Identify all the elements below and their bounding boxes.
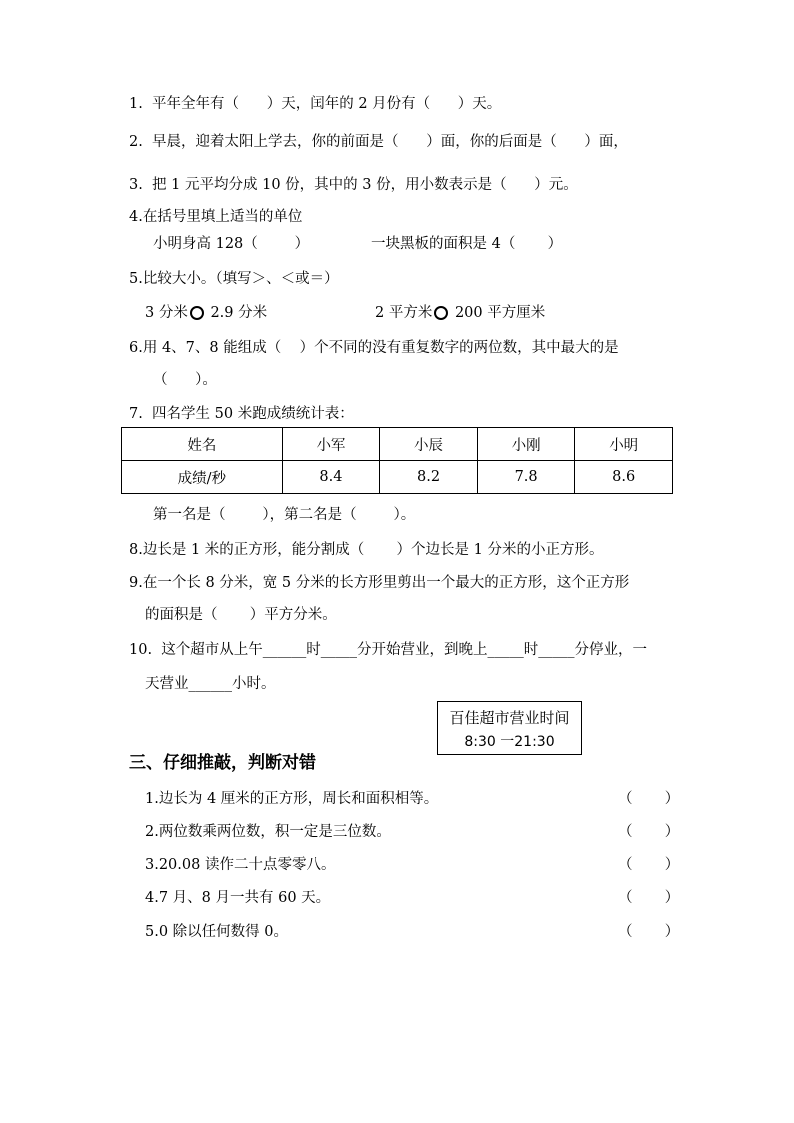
compare-circle[interactable] xyxy=(434,306,448,320)
question-9-continued: 的面积是（ ）平方分米。 xyxy=(145,607,337,623)
question-2: 2. 早晨，迎着太阳上学去，你的前面是（ ）面，你的后面是（ ）面， xyxy=(129,134,628,150)
sign-title: 百佳超市营业时间 xyxy=(449,709,570,727)
question-6: 6.用 4、7、8 能组成（ ）个不同的没有重复数字的两位数，其中最大的是 xyxy=(129,340,619,356)
question-10-continued: 天营业______小时。 xyxy=(145,676,276,692)
answer-paren[interactable]: （ ） xyxy=(618,824,680,840)
table-header-row xyxy=(122,428,673,461)
store-hours-sign xyxy=(437,701,582,755)
question-5-compare-b xyxy=(375,303,545,323)
question-7: 7. 四名学生 50 米跑成绩统计表： xyxy=(129,406,354,422)
compare-circle[interactable] xyxy=(190,306,204,320)
question-8: 8.边长是 1 米的正方形，能分割成（ ）个边长是 1 分米的小正方形。 xyxy=(129,542,604,558)
table-cell: 姓名 xyxy=(122,428,283,461)
table-row xyxy=(122,461,673,494)
question-7-answer: 第一名是（ ），第二名是（ ）。 xyxy=(153,507,416,523)
question-6-continued: （ ）。 xyxy=(153,372,217,388)
judge-item-3: 3.20.08 读作二十点零零八。 xyxy=(145,857,336,873)
judge-item-2: 2.两位数乘两位数，积一定是三位数。 xyxy=(145,824,391,840)
judge-item-5: 5.0 除以任何数得 0。 xyxy=(145,924,289,940)
question-4-part-b: 一块黑板的面积是 4（ ） xyxy=(371,236,563,252)
answer-paren[interactable]: （ ） xyxy=(618,857,680,873)
table-cell: 7.8 xyxy=(477,461,575,494)
compare-a-right: 2.9 分米 xyxy=(205,305,268,321)
table-cell: 小刚 xyxy=(477,428,575,461)
answer-paren[interactable]: （ ） xyxy=(618,890,680,906)
table-cell: 8.2 xyxy=(380,461,478,494)
compare-b-right: 200 平方厘米 xyxy=(450,305,546,321)
sign-hours: 8:30 一21:30 xyxy=(464,734,555,750)
question-10: 10. 这个超市从上午______时_____分开始营业，到晚上_____时_____分停业，一 xyxy=(129,642,648,658)
table-cell: 成绩/秒 xyxy=(122,461,283,494)
table-cell: 小明 xyxy=(575,428,673,461)
question-4: 4.在括号里填上适当的单位 xyxy=(129,209,303,225)
question-4-part-a: 小明身高 128（ ） xyxy=(153,236,310,252)
question-1: 1. 平年全年有（ ）天，闰年的 2 月份有（ ）天。 xyxy=(129,96,502,112)
table-cell: 小军 xyxy=(282,428,380,461)
question-9: 9.在一个长 8 分米，宽 5 分米的长方形里剪出一个最大的正方形，这个正方形 xyxy=(129,575,630,591)
question-3: 3. 把 1 元平均分成 10 份，其中的 3 份，用小数表示是（ ）元。 xyxy=(129,177,578,193)
judge-item-4: 4.7 月、8 月一共有 60 天。 xyxy=(145,890,331,906)
answer-paren[interactable]: （ ） xyxy=(618,924,680,940)
table-cell: 8.6 xyxy=(575,461,673,494)
question-5-compare-a xyxy=(145,303,267,323)
compare-b-left: 2 平方米 xyxy=(375,305,433,321)
compare-a-left: 3 分米 xyxy=(145,305,188,321)
table-cell: 小辰 xyxy=(380,428,478,461)
judge-item-1: 1.边长为 4 厘米的正方形，周长和面积相等。 xyxy=(145,791,439,807)
table-cell: 8.4 xyxy=(282,461,380,494)
answer-paren[interactable]: （ ） xyxy=(618,791,680,807)
section-3-title: 三、仔细推敲，判断对错 xyxy=(129,753,316,773)
question-5: 5.比较大小。（填写＞、＜或＝） xyxy=(129,271,339,287)
score-table xyxy=(121,427,673,494)
